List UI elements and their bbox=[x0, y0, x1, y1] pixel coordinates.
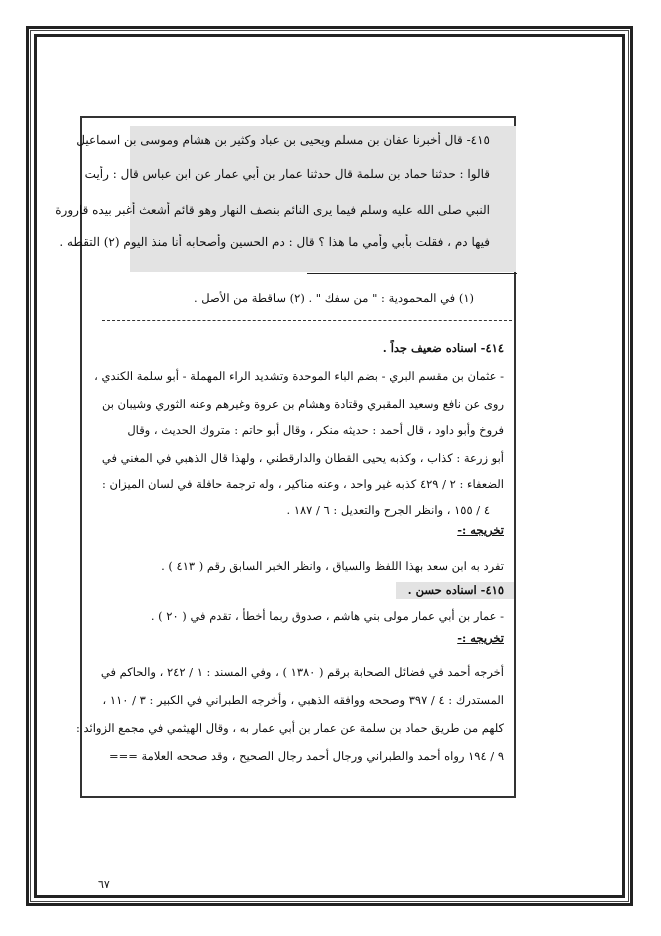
comment-line: أبو زرعة : كذاب ، وكذبه يحيى القطان والدارقطني ، ولهذا قال الذهبي في المغني في bbox=[101, 451, 504, 465]
page-number: ٦٧ bbox=[98, 878, 110, 891]
comment-415-heading: ٤١٥- اسناده حسن . bbox=[407, 583, 504, 597]
takhrij-line: كلهم من طريق حماد بن سلمة عن عمار بن أبي عمار به ، وقال الهيثمي في مجمع الزوائد : bbox=[75, 721, 504, 735]
takhrij-415-label: تخريجه :- bbox=[457, 631, 504, 645]
comment-line: الضعفاء : ٢ / ٤٢٩ كذبه غير واحد ، وعنه مناكير ، وله ترجمة حافلة في لسان الميزان : bbox=[102, 477, 504, 491]
takhrij-line: أخرجه أحمد في فضائل الصحابة برقم ( ١٣٨٠ ) ، وفي المسند : ١ / ٢٤٢ ، والحاكم في bbox=[100, 665, 504, 679]
comment-414-heading: ٤١٤- اسناده ضعيف جداً . bbox=[382, 341, 504, 355]
hadith-line: فيها دم ، فقلت بأبي وأمي ما هذا ؟ قال : دم الحسين وأصحابه أنا منذ اليوم (٢) التقطه . bbox=[59, 235, 490, 249]
scanned-page bbox=[55, 116, 516, 798]
takhrij-line: ٩ / ١٩٤ رواه أحمد والطبراني ورجال أحمد رجال الصحيح ، وقد صححه العلامة === bbox=[108, 749, 504, 763]
footnote-rule bbox=[307, 273, 517, 274]
hadith-line: قالوا : حدثنا حماد بن سلمة قال حدثنا عمار بن أبي عمار عن ابن عباس قال : رأيت bbox=[84, 167, 490, 181]
comment-line: ٤ / ١٥٥ ، وانظر الجرح والتعديل : ٦ / ١٨٧ . bbox=[286, 503, 490, 517]
section-divider bbox=[102, 320, 512, 321]
comment-line: فروخ وأبو داود ، قال أحمد : حديثه منكر ، وقال أبو حاتم : متروك الحديث ، وقال bbox=[127, 423, 504, 437]
narrator-note: - عمار بن أبي عمار مولى بني هاشم ، صدوق ربما أخطأ ، تقدم في ( ٢٠ ) . bbox=[150, 609, 504, 623]
comment-line: - عثمان بن مقسم البري - بضم الباء الموحدة وتشديد الراء المهملة - أبو سلمة الكندي ، bbox=[94, 369, 504, 383]
takhrij-414-label: تخريجه :- bbox=[457, 523, 504, 537]
page-text bbox=[55, 118, 514, 796]
takhrij-line: المستدرك : ٤ / ٣٩٧ وصححه ووافقه الذهبي ، وأخرجه الطبراني في الكبير : ٣ / ١١٠ ، bbox=[102, 693, 504, 707]
hadith-line: النبي صلى الله عليه وسلم فيما يرى النائم بنصف النهار وهو قائم أشعث أغبر بيده قارورة bbox=[55, 203, 490, 217]
comment-line: روى عن نافع وسعيد المقبري وقتادة وهشام بن عروة وغيرهم وعنه الثوري وشيبان بن bbox=[101, 397, 504, 411]
takhrij-414-text: تفرد به ابن سعد بهذا اللفظ والسياق ، وانظر الخبر السابق رقم ( ٤١٣ ) . bbox=[161, 559, 504, 573]
hadith-line: ٤١٥- قال أخبرنا عفان بن مسلم ويحيى بن عباد وكثير بن هشام وموسى بن اسماعيل bbox=[76, 133, 490, 147]
footnotes: (١) في المحمودية : " من سفك " . (٢) ساقطة من الأصل . bbox=[193, 291, 474, 305]
